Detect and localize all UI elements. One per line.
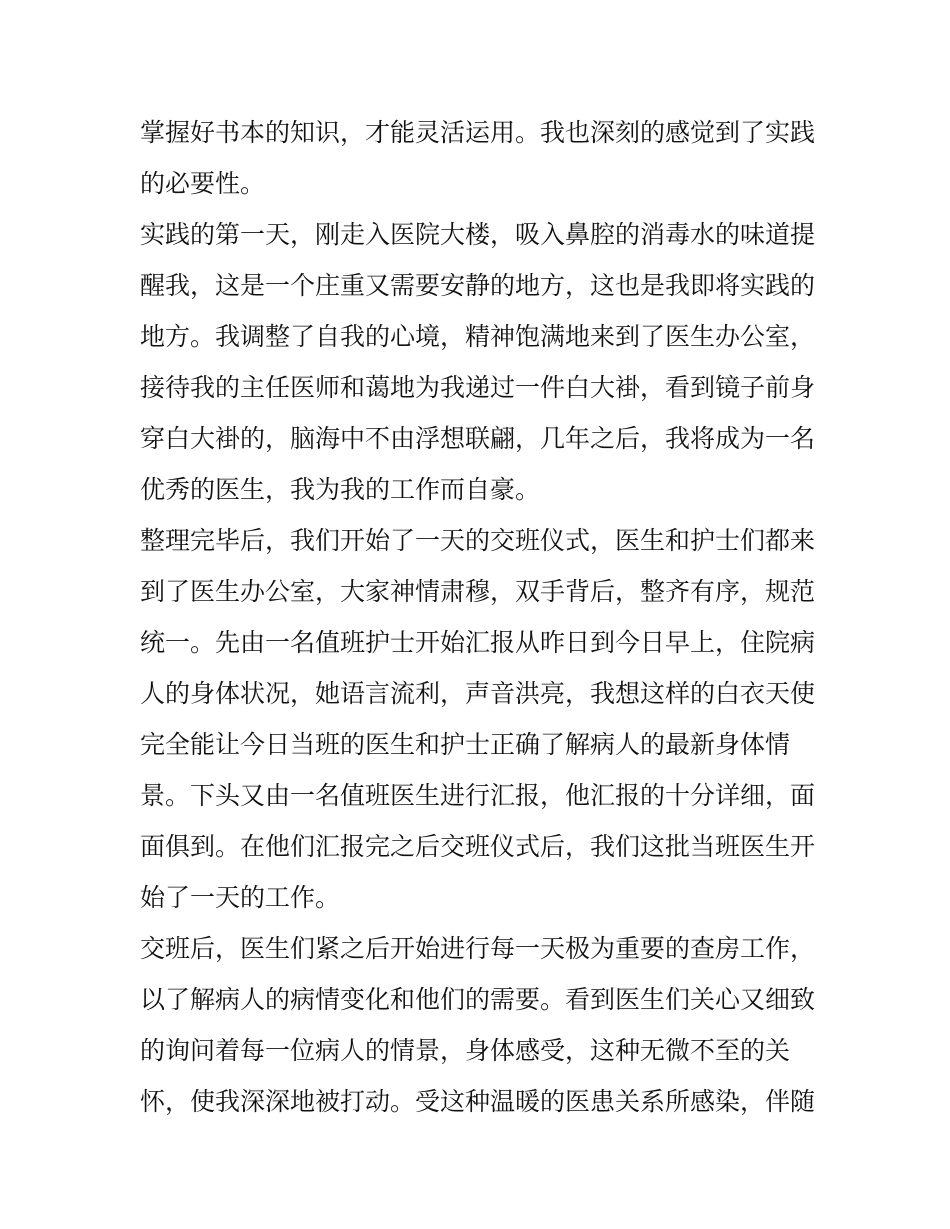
- text-line: 到了医生办公室，大家神情肃穆，双手背后，整齐有序，规范: [140, 577, 816, 606]
- text-line: 始了一天的工作。: [140, 883, 341, 912]
- text-line: 掌握好书本的知识，才能灵活运用。我也深刻的感觉到了实践: [140, 118, 816, 147]
- text-line: 地方。我调整了自我的心境，精神饱满地来到了医生办公室，: [140, 322, 816, 351]
- text-line: 完全能让今日当班的医生和护士正确了解病人的最新身体情: [140, 730, 791, 759]
- text-line: 以了解病人的病情变化和他们的需要。看到医生们关心又细致: [140, 985, 816, 1014]
- text-line: 的询问着每一位病人的情景，身体感受，这种无微不至的关: [140, 1036, 791, 1065]
- text-line: 的必要性。: [140, 169, 266, 198]
- text-line: 人的身体状况，她语言流利，声音洪亮，我想这样的白衣天使: [140, 679, 816, 708]
- text-line: 整理完毕后，我们开始了一天的交班仪式，医生和护士们都来: [140, 526, 816, 555]
- text-line: 接待我的主任医师和蔼地为我递过一件白大褂，看到镜子前身: [140, 373, 816, 402]
- text-line: 交班后，医生们紧之后开始进行每一天极为重要的查房工作，: [140, 934, 816, 963]
- text-line: 醒我，这是一个庄重又需要安静的地方，这也是我即将实践的: [140, 271, 816, 300]
- text-line: 怀，使我深深地被打动。受这种温暖的医患关系所感染，伴随: [140, 1087, 816, 1116]
- text-line: 实践的第一天，刚走入医院大楼，吸入鼻腔的消毒水的味道提: [140, 220, 816, 249]
- body-text: [140, 107, 820, 1127]
- text-line: 面俱到。在他们汇报完之后交班仪式后，我们这批当班医生开: [140, 832, 816, 861]
- text-line: 优秀的医生，我为我的工作而自豪。: [140, 475, 541, 504]
- text-line: 穿白大褂的，脑海中不由浮想联翩，几年之后，我将成为一名: [140, 424, 816, 453]
- text-line: 统一。先由一名值班护士开始汇报从昨日到今日早上，住院病: [140, 628, 816, 657]
- text-line: 景。下头又由一名值班医生进行汇报，他汇报的十分详细，面: [140, 781, 816, 810]
